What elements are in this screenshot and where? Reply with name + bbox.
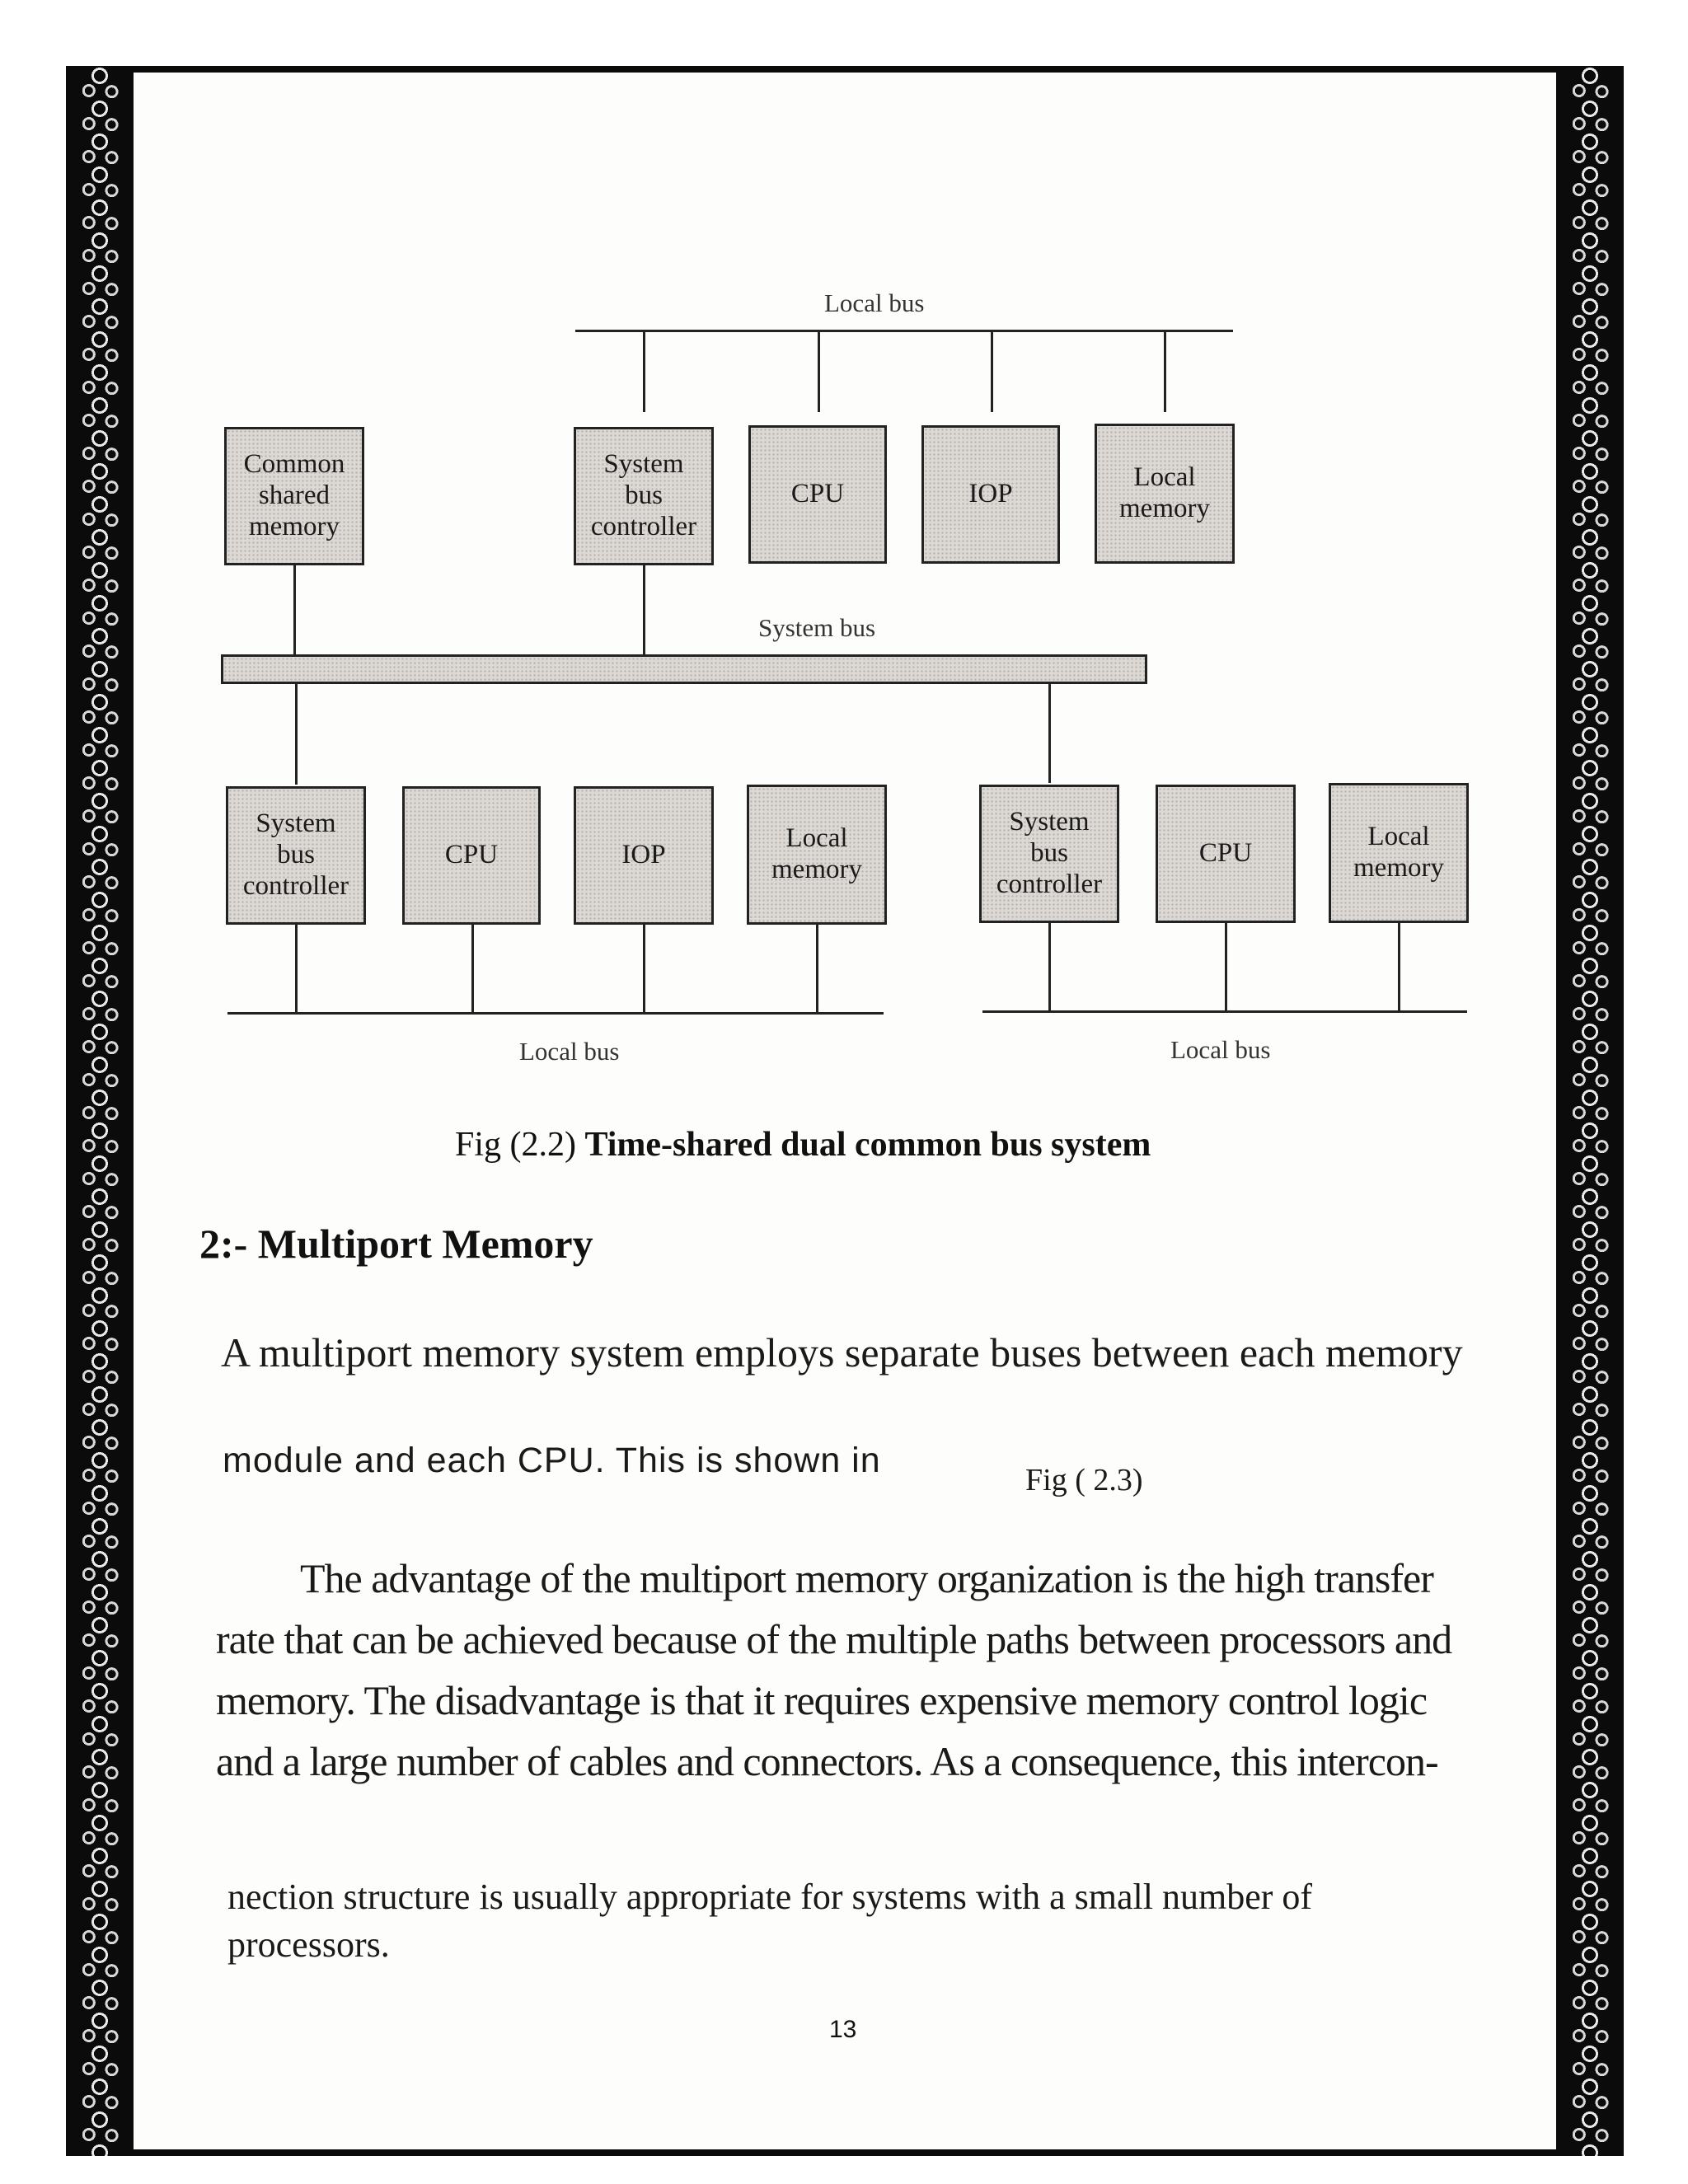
bottom-right-local-bus-line: [982, 1010, 1467, 1013]
top-system-bus-controller-box: System bus controller: [574, 427, 714, 565]
top-iop-box: IOP: [921, 425, 1060, 564]
connector: [295, 684, 298, 785]
top-local-bus-line: [575, 330, 1233, 332]
figure-caption: [455, 1125, 1151, 1165]
top-local-memory-box: Local memory: [1095, 424, 1235, 564]
connector: [991, 330, 993, 412]
caption-prefix: Fig (2.2): [455, 1126, 585, 1164]
floral-border-left: [73, 66, 127, 2156]
paragraph2-line4: and a large number of cables and connectors. As a consequence, this intercon-: [216, 1738, 1438, 1784]
caption-title: Time-shared dual common bus system: [584, 1126, 1151, 1164]
connector: [1048, 684, 1051, 783]
connector: [1225, 923, 1227, 1010]
connector: [816, 925, 818, 1012]
figure-reference: Fig ( 2.3): [1025, 1463, 1143, 1497]
bottom-left-local-memory-box: Local memory: [747, 785, 887, 925]
connector: [471, 925, 474, 1012]
bottom-right-system-bus-controller-box: System bus controller: [979, 785, 1119, 923]
common-shared-memory-box: Common shared memory: [224, 427, 364, 565]
connector: [1398, 923, 1400, 1010]
paragraph1-line2: module and each CPU. This is shown in: [223, 1441, 881, 1480]
page-number: 13: [829, 2016, 857, 2043]
connector: [1048, 923, 1051, 1010]
connector: [293, 565, 296, 656]
top-cpu-box: CPU: [748, 425, 887, 564]
connector: [295, 925, 298, 1012]
bottom-right-cpu-box: CPU: [1156, 785, 1296, 923]
bottom-right-local-memory-box: Local memory: [1329, 783, 1469, 923]
connector: [643, 925, 645, 1012]
bottom-left-cpu-box: CPU: [402, 786, 541, 925]
paragraph2-line1: The advantage of the multiport memory organization is the high transfer: [300, 1555, 1433, 1601]
bus-system-diagram: [216, 280, 1469, 1071]
connector: [643, 330, 645, 412]
section-heading: 2:- Multiport Memory: [199, 1221, 593, 1267]
paragraph1-line1: A multiport memory system employs separate buses between each memory: [221, 1329, 1463, 1376]
paragraph3-line2: processors.: [227, 1924, 390, 1965]
paragraph2-line3: memory. The disadvantage is that it requires expensive memory control logic: [216, 1677, 1428, 1723]
top-local-bus-label: Local bus: [824, 288, 925, 317]
connector: [818, 330, 820, 412]
system-bus-label: System bus: [758, 613, 876, 642]
floral-border-right: [1563, 66, 1617, 2156]
paragraph2-line2: rate that can be achieved because of the multiple paths between processors and: [216, 1616, 1452, 1662]
paragraph3-line1: nection structure is usually appropriate for systems with a small number of: [227, 1877, 1313, 1917]
connector: [1164, 330, 1166, 412]
bottom-left-local-bus-label: Local bus: [519, 1037, 620, 1066]
bottom-left-iop-box: IOP: [574, 786, 714, 925]
bottom-right-local-bus-label: Local bus: [1170, 1035, 1271, 1064]
system-bus-bar: [221, 654, 1147, 684]
connector: [643, 565, 645, 656]
bottom-left-local-bus-line: [227, 1012, 884, 1015]
bottom-left-system-bus-controller-box: System bus controller: [226, 786, 366, 925]
